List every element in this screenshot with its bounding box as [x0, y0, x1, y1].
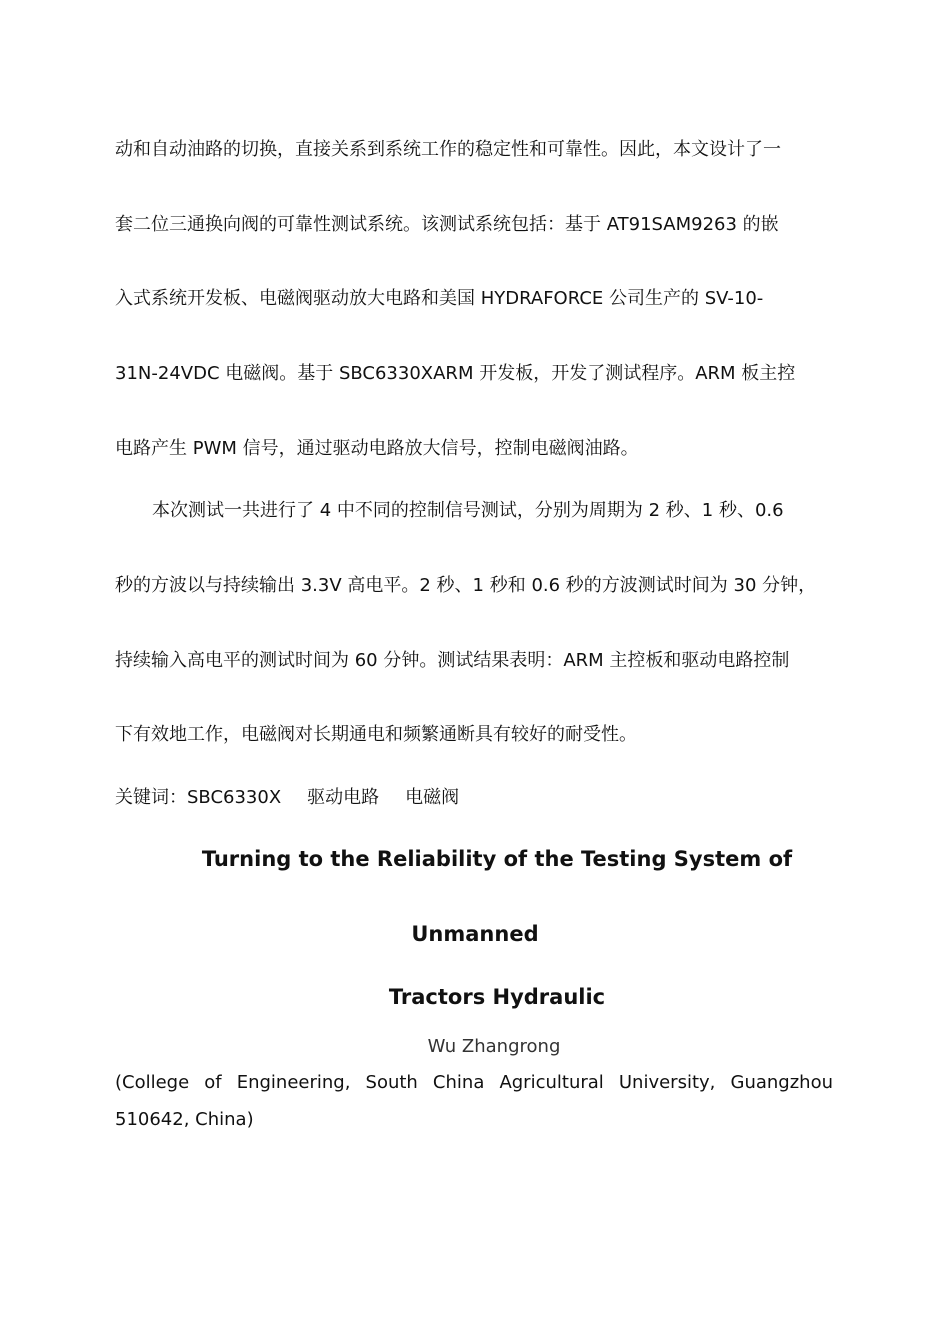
keyword-item: SBC6330X: [187, 787, 282, 808]
abstract-line: 电路产生 PWM 信号，通过驱动电路放大信号，控制电磁阀油路。: [115, 438, 639, 459]
keywords-label: 关键词：: [115, 787, 187, 808]
english-title-line-1: Turning to the Reliability of the Testing System of: [201, 847, 793, 871]
author-name: Wu Zhangrong: [427, 1036, 561, 1057]
abstract-line: 秒的方波以与持续输出 3.3V 高电平。2 秒、1 秒和 0.6 秒的方波测试时间为 30 分钟，: [115, 575, 817, 596]
english-title-line-3: Tractors Hydraulic: [388, 985, 606, 1009]
keyword-item: 驱动电路: [307, 787, 380, 808]
abstract-line: 动和自动油路的切换，直接关系到系统工作的稳定性和可靠性。因此，本文设计了一: [115, 139, 781, 160]
keywords-line: [115, 786, 459, 810]
abstract-line: 31N-24VDC 电磁阀。基于 SBC6330XARM 开发板，开发了测试程序。ARM 板主控: [115, 363, 796, 384]
affiliation-line-1: (College of Engineering, South China Agricultural University, Guangzhou: [115, 1072, 833, 1093]
abstract-line: 套二位三通换向阀的可靠性测试系统。该测试系统包括：基于 AT91SAM9263 的嵌: [115, 214, 779, 235]
abstract-line: 入式系统开发板、电磁阀驱动放大电路和美国 HYDRAFORCE 公司生产的 SV-10-: [115, 288, 764, 309]
keyword-item: 电磁阀: [405, 787, 460, 808]
abstract-line: 下有效地工作，电磁阀对长期通电和频繁通断具有较好的耐受性。: [115, 724, 637, 745]
affiliation-line-2: 510642, China): [115, 1109, 254, 1130]
english-title-line-2: Unmanned: [411, 922, 539, 946]
abstract-line: 持续输入高电平的测试时间为 60 分钟。测试结果表明：ARM 主控板和驱动电路控制: [115, 650, 790, 671]
abstract-line: 本次测试一共进行了 4 中不同的控制信号测试，分别为周期为 2 秒、1 秒、0.6: [152, 500, 784, 521]
